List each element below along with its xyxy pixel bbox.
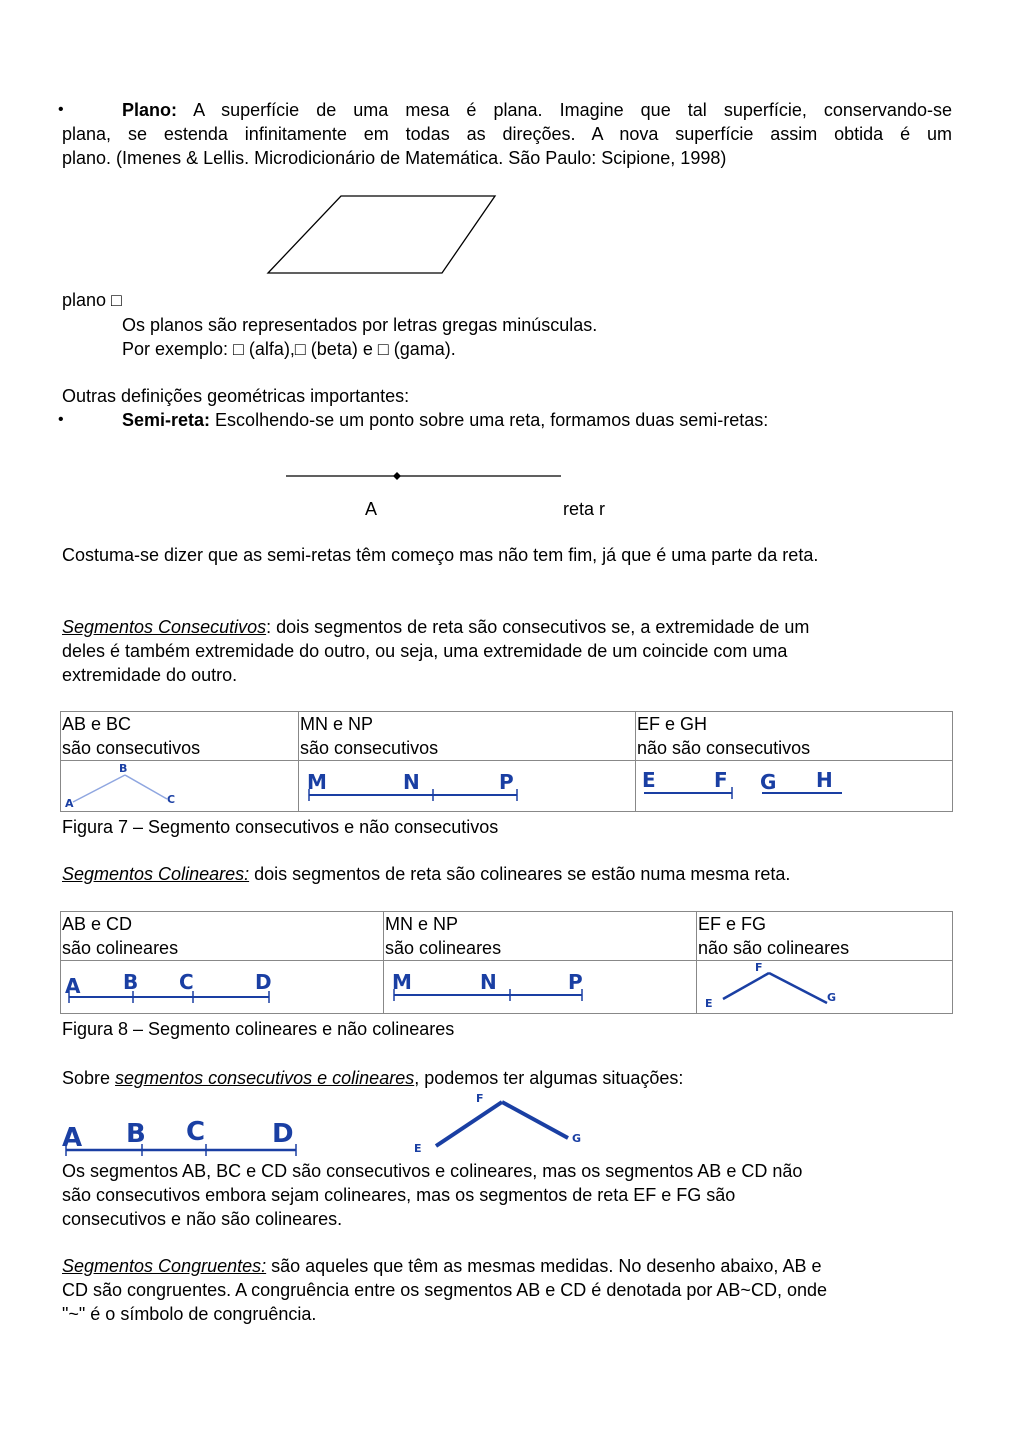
figura-7-caption: Figura 7 – Segmento consecutivos e não consecutivos [62, 817, 499, 837]
figure-abcd-large [60, 1112, 310, 1158]
plano-line-3: plano. (Imenes & Lellis. Microdicionário de Matemática. São Paulo: Scipione, 1998) [62, 148, 727, 168]
cell-title: AB e CD [62, 914, 133, 934]
semi-reta-label: Semi-reta: [122, 410, 211, 430]
label-e: E [414, 1142, 422, 1155]
colineares-cell-1 [61, 912, 384, 961]
consecutivos-figure-row [61, 761, 953, 812]
congruentes-line-1-text: são aqueles que têm as mesmas medidas. No desenho abaixo, AB e [266, 1256, 822, 1276]
sobre-para-line-3: consecutivos e não são colineares. [62, 1209, 343, 1229]
label-p: P [499, 770, 514, 794]
semi-reta-line [122, 409, 952, 432]
label-f: F [714, 768, 728, 792]
semi-reta-text: Escolhendo-se um ponto sobre uma reta, formamos duas semi-retas: [215, 410, 769, 430]
consecutivos-table [60, 711, 953, 812]
label-d: D [255, 970, 272, 994]
reta-r-label: reta r [563, 499, 606, 519]
congruentes-term: Segmentos Congruentes: [62, 1256, 267, 1276]
consecutivos-line-1-text: : dois segmentos de reta são consecutivos se, a extremidade de um [266, 617, 810, 637]
outras-heading: Outras definições geométricas importantes: [62, 386, 410, 406]
consecutivos-cell-2 [299, 712, 636, 761]
congruentes-line-1 [62, 1255, 952, 1278]
colineares-figure-row [61, 961, 953, 1014]
figure-ef-gh-cell [636, 761, 953, 812]
label-p: P [568, 970, 583, 994]
label-b: B [119, 762, 128, 775]
congruentes-line-2: CD são congruentes. A congruência entre os segmentos AB e CD é denotada por AB~CD, onde [62, 1280, 827, 1300]
label-e: E [705, 997, 713, 1010]
figure-efg-large [408, 1088, 598, 1158]
cell-title: EF e FG [698, 914, 767, 934]
consecutivos-cell-3 [636, 712, 953, 761]
label-a: A [65, 974, 81, 998]
cell-desc: não são colineares [698, 938, 850, 958]
label-h: H [816, 768, 833, 792]
sobre-para-line-1: Os segmentos AB, BC e CD são consecutivos e colineares, mas os segmentos AB e CD não [62, 1161, 803, 1181]
consecutivos-term: Segmentos Consecutivos [62, 617, 267, 637]
parallelogram-shape [268, 196, 495, 273]
sobre-prefix: Sobre [62, 1068, 116, 1088]
figure-mn-np-2 [384, 961, 694, 1013]
colineares-term: Segmentos Colineares: [62, 864, 250, 884]
congruentes-line-3: "~" é o símbolo de congruência. [62, 1304, 317, 1324]
plano-line-1-text: A superfície de uma mesa é plana. Imagine que tal superfície, conservando-se [193, 100, 952, 120]
plane-parallelogram-figure [266, 194, 498, 276]
point-a-marker [393, 472, 401, 480]
label-n: N [480, 970, 497, 994]
figure-ab-bc [61, 761, 297, 811]
sobre-suffix: , podemos ter algumas situações: [414, 1068, 684, 1088]
label-m: M [392, 970, 412, 994]
label-e: E [642, 768, 656, 792]
colineares-header-row [61, 912, 953, 961]
figure-ef-fg-cell [697, 961, 953, 1014]
label-c: C [179, 970, 194, 994]
cell-title: MN e NP [300, 714, 374, 734]
label-c: C [167, 793, 176, 806]
consecutivos-header-row [61, 712, 953, 761]
semi-reta-note: Costuma-se dizer que as semi-retas têm começo mas não tem fim, já que é uma parte da reta. [62, 545, 819, 565]
cell-title: MN e NP [385, 914, 459, 934]
label-c: C [186, 1117, 206, 1147]
colineares-cell-2 [384, 912, 697, 961]
cell-desc: são colineares [385, 938, 502, 958]
label-f: F [755, 961, 763, 974]
plano-caption: plano □ [62, 290, 122, 310]
figure-mn-np [299, 761, 633, 811]
cell-title: AB e BC [62, 714, 132, 734]
label-n: N [403, 770, 420, 794]
bullet-plano: • [58, 101, 64, 118]
plano-line-2: plana, se estenda infinitamente em todas as direções. A nova superfície assim obtida é um [62, 124, 952, 144]
colineares-line [62, 863, 952, 886]
colineares-table [60, 911, 953, 1014]
bullet-semi-reta: • [58, 411, 64, 428]
label-a: A [65, 797, 74, 810]
point-a-label: A [365, 499, 378, 519]
cell-desc: não são consecutivos [637, 738, 811, 758]
greek-letters-line: Os planos são representados por letras gregas minúsculas. [122, 315, 598, 335]
label-g: G [572, 1132, 582, 1145]
figure-ab-bc-cell [61, 761, 299, 812]
label-b: B [123, 970, 139, 994]
colineares-cell-3 [697, 912, 953, 961]
consecutivos-line-2: deles é também extremidade do outro, ou seja, uma extremidade de um coincide com uma [62, 641, 788, 661]
greek-example-line: Por exemplo: □ (alfa),□ (beta) e □ (gama). [122, 339, 456, 359]
cell-desc: são colineares [62, 938, 179, 958]
label-b: B [126, 1119, 146, 1149]
label-f: F [476, 1092, 484, 1105]
figure-ef-fg [697, 961, 951, 1013]
figure-ab-cd-cell [61, 961, 384, 1014]
semi-reta-figure [284, 468, 564, 484]
cell-desc: são consecutivos [62, 738, 201, 758]
consecutivos-line-1 [62, 616, 952, 639]
label-d: D [272, 1119, 294, 1149]
label-g: G [827, 991, 837, 1004]
plano-line-1 [122, 99, 952, 122]
cell-title: EF e GH [637, 714, 708, 734]
colineares-text: dois segmentos de reta são colineares se estão numa mesma reta. [249, 864, 791, 884]
consecutivos-cell-1 [61, 712, 299, 761]
consecutivos-line-3: extremidade do outro. [62, 665, 238, 685]
sobre-term: segmentos consecutivos e colineares [115, 1068, 415, 1088]
label-m: M [307, 770, 327, 794]
label-g: G [760, 770, 777, 794]
cell-desc: são consecutivos [300, 738, 439, 758]
label-a: A [62, 1123, 83, 1153]
figure-ef-gh [636, 761, 952, 811]
plano-label: Plano: [122, 100, 178, 120]
figure-mn-np-cell [299, 761, 636, 812]
figura-8-caption: Figura 8 – Segmento colineares e não colineares [62, 1019, 455, 1039]
figure-mn-np-2-cell [384, 961, 697, 1014]
sobre-line [62, 1067, 952, 1090]
figure-ab-cd [61, 961, 381, 1013]
sobre-para-line-2: são consecutivos embora sejam colineares, mas os segmentos de reta EF e FG são [62, 1185, 736, 1205]
